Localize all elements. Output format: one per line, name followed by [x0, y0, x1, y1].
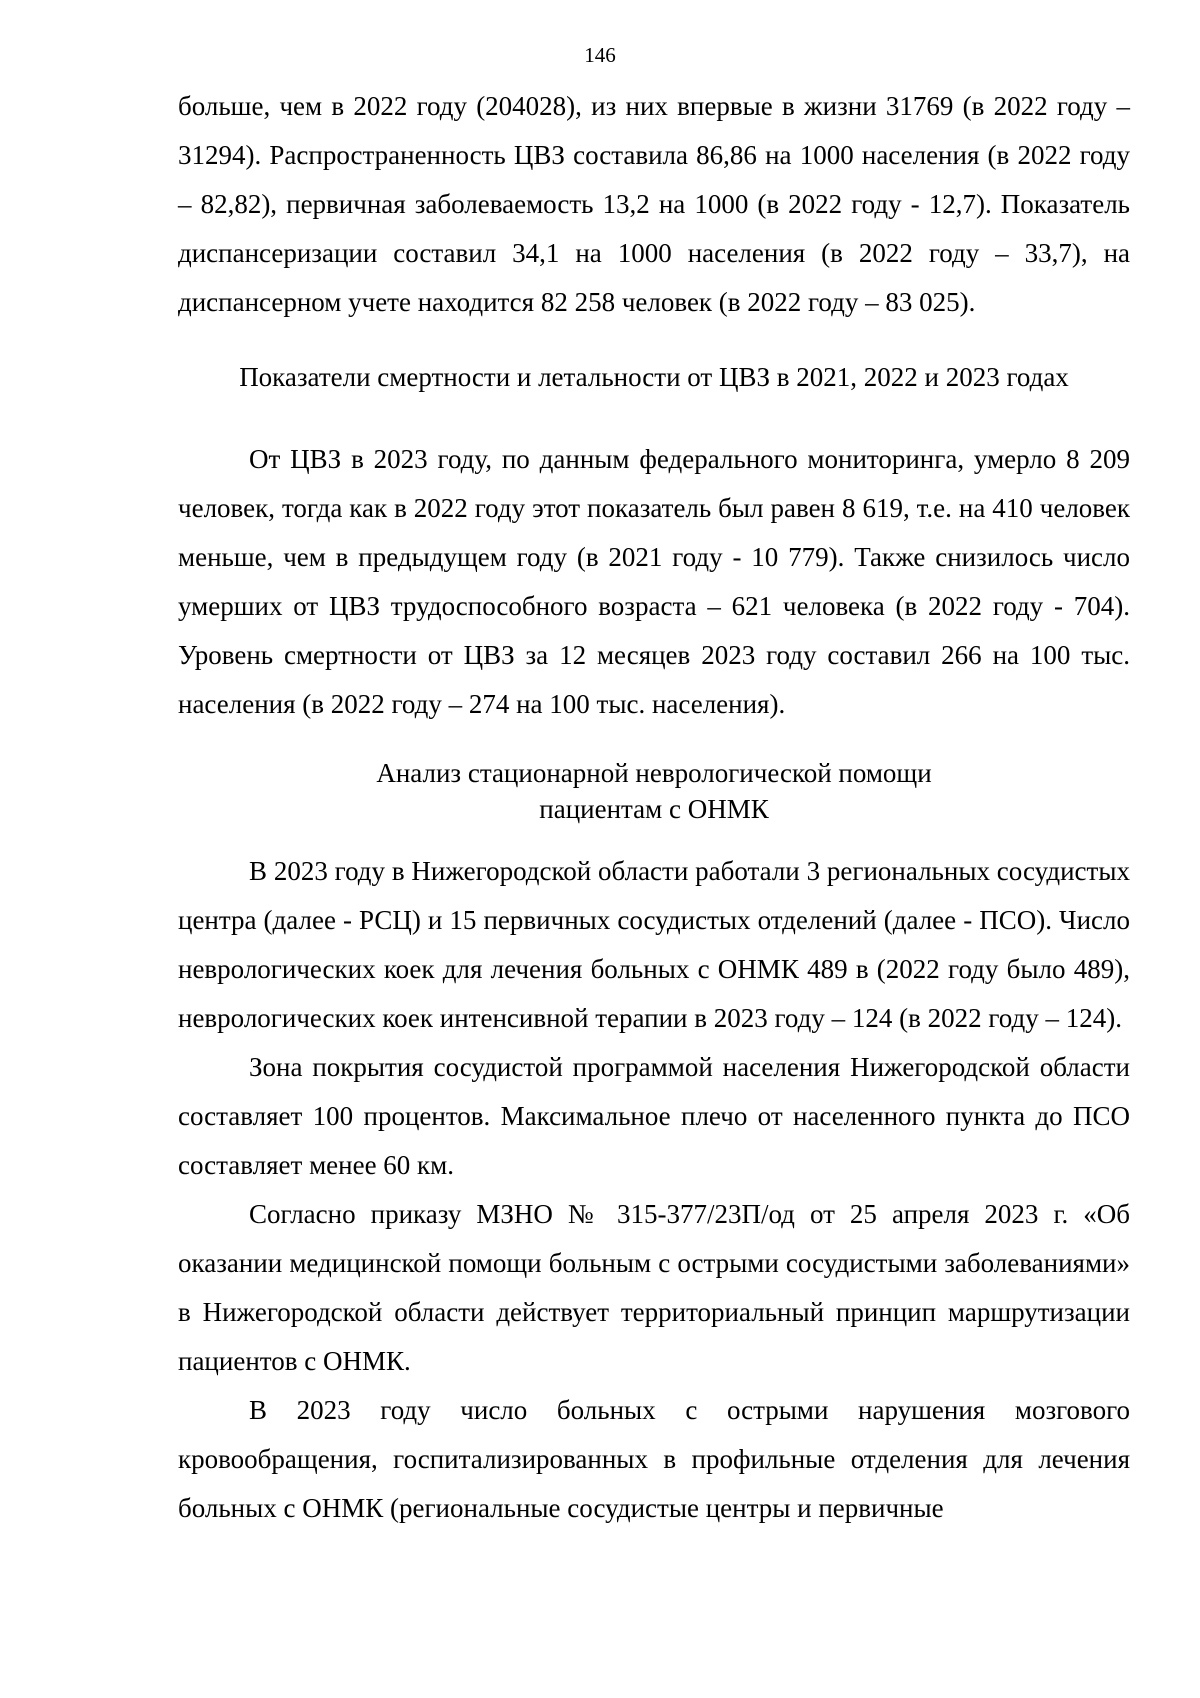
paragraph-hospitalization: В 2023 году число больных с острыми нарушения мозгового кровообращения, госпитализированных в профильные отделения для лечения больных с ОНМК (региональные сосудистые центры и первичные — [178, 1395, 1130, 1523]
section-heading-mortality: Показатели смертности и летальности от ЦВЗ в 2021, 2022 и 2023 годах — [239, 362, 1069, 392]
spacer — [178, 327, 1130, 359]
heading-line: Анализ стационарной неврологической помощи — [376, 758, 932, 788]
document-body — [178, 82, 1130, 1533]
spacer — [178, 395, 1130, 435]
spacer — [178, 827, 1130, 847]
paragraph-order: Согласно приказу МЗНО № 315-377/23П/од от 25 апреля 2023 г. «Об оказании медицинской помощи больным с острыми сосудистыми заболеваниями» в Нижегородской области действует территориальный принцип маршрутизации пациентов с ОНМК. — [178, 1199, 1130, 1376]
paragraph-prevalence: больше, чем в 2022 году (204028), из них впервые в жизни 31769 (в 2022 году – 31294). Распространенность ЦВЗ составила 86,86 на 1000 населения (в 2022 году – 82,82), первичная заболеваемость 13,2 на 1000 (в 2022 году - 12,7). Показатель диспансеризации составил 34,1 на 1000 населения (в 2022 году – 33,7), на диспансерном учете находится 82 258 человек (в 2022 году – 83 025). — [178, 91, 1130, 317]
section-heading-inpatient-care — [178, 755, 1130, 827]
heading-line: пациентам с ОНМК — [539, 794, 769, 824]
paragraph-vascular-centers: В 2023 году в Нижегородской области работали 3 региональных сосудистых центра (далее - РСЦ) и 15 первичных сосудистых отделений (далее - ПСО). Число неврологических коек для лечения больных с ОНМК 489 в (2022 году было 489), неврологических коек интенсивной терапии в 2023 году – 124 (в 2022 году – 124). — [178, 856, 1130, 1033]
page-number: 146 — [584, 43, 616, 67]
spacer — [178, 729, 1130, 755]
paragraph-mortality: От ЦВЗ в 2023 году, по данным федерального мониторинга, умерло 8 209 человек, тогда как в 2022 году этот показатель был равен 8 619, т.е. на 410 человек меньше, чем в предыдущем году (в 2021 году - 10 779). Также снизилось число умерших от ЦВЗ трудоспособного возраста – 621 человека (в 2022 году - 704). Уровень смертности от ЦВЗ за 12 месяцев 2023 году составил 266 на 100 тыс. населения (в 2022 году – 274 на 100 тыс. населения). — [178, 444, 1130, 719]
paragraph-coverage: Зона покрытия сосудистой программой населения Нижегородской области составляет 100 процентов. Максимальное плечо от населенного пункта до ПСО составляет менее 60 км. — [178, 1052, 1130, 1180]
